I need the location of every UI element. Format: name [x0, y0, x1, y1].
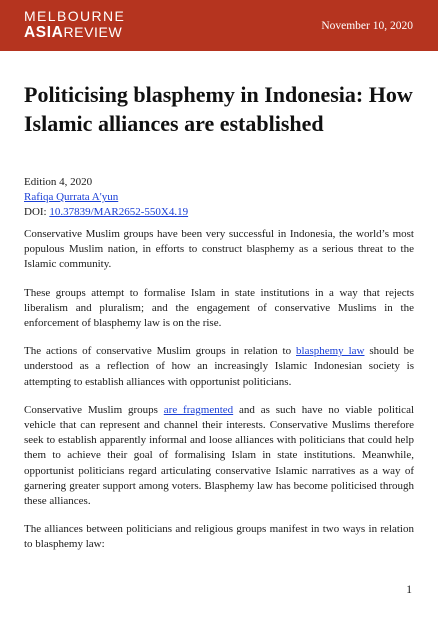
- doi-label: DOI:: [24, 206, 50, 218]
- article-title: Politicising blasphemy in Indonesia: How Islamic alliances are established: [24, 82, 413, 136]
- paragraph-4-after: and as such have no viable political vehicle that can represent and channel their interests. Conservative Muslims therefore seek to establish apparently informal and loose alliances with politicians that could help them to achieve their goal of formalising Islam in state institutions. Meanwhile, opportunist politicians regard articulating conservative Islamic narratives as a way of garnering greater support among voters. Blasphemy law has become politicised through these alliances.: [24, 403, 415, 508]
- site-logo[interactable]: [24, 9, 125, 41]
- publication-date: November 10, 2020: [321, 20, 413, 32]
- masthead: [0, 0, 438, 51]
- paragraph-3-after: should be understood as a reflection of how an increasingly Islamic Indonesian society is attempting to establish alliances with opportunist politicians.: [24, 345, 414, 388]
- doi-line: [24, 205, 414, 220]
- paragraph-3-before: The actions of conservative Muslim groups in relation to: [24, 345, 297, 358]
- author-link[interactable]: Rafiqa Qurrata A'yun: [24, 191, 119, 203]
- article-meta: [24, 175, 414, 220]
- logo-word-asia: ASIA: [24, 24, 64, 41]
- paragraph-2: These groups attempt to formalise Islam in state institutions in a way that rejects liberalism and pluralism; and the engagement of conservative Muslims in the enforcement of blasphemy law is on the rise.: [24, 286, 414, 330]
- paragraph-5: The alliances between politicians and religious groups manifest in two ways in relation to blasphemy law:: [24, 523, 414, 551]
- logo-line-asia-review: [24, 24, 125, 41]
- doi-link[interactable]: 10.37839/MAR2652-550X4.19: [49, 206, 189, 218]
- logo-line-melbourne: MELBOURNE: [24, 8, 126, 24]
- article-body: [24, 227, 414, 566]
- paragraph-4: [24, 403, 414, 509]
- are-fragmented-link[interactable]: are fragmented: [163, 403, 234, 416]
- logo-word-review: REVIEW: [63, 24, 123, 40]
- edition-label: Edition 4, 2020: [24, 176, 93, 188]
- paragraph-3: [24, 344, 414, 390]
- paragraph-1: Conservative Muslim groups have been very successful in Indonesia, the world’s most populous Muslim nation, in efforts to construct blasphemy as a serious threat to the Islamic community.: [24, 228, 414, 271]
- paragraph-4-before: Conservative Muslim groups: [24, 403, 164, 416]
- page-number: 1: [406, 584, 412, 596]
- blasphemy-law-link[interactable]: blasphemy law: [296, 345, 365, 358]
